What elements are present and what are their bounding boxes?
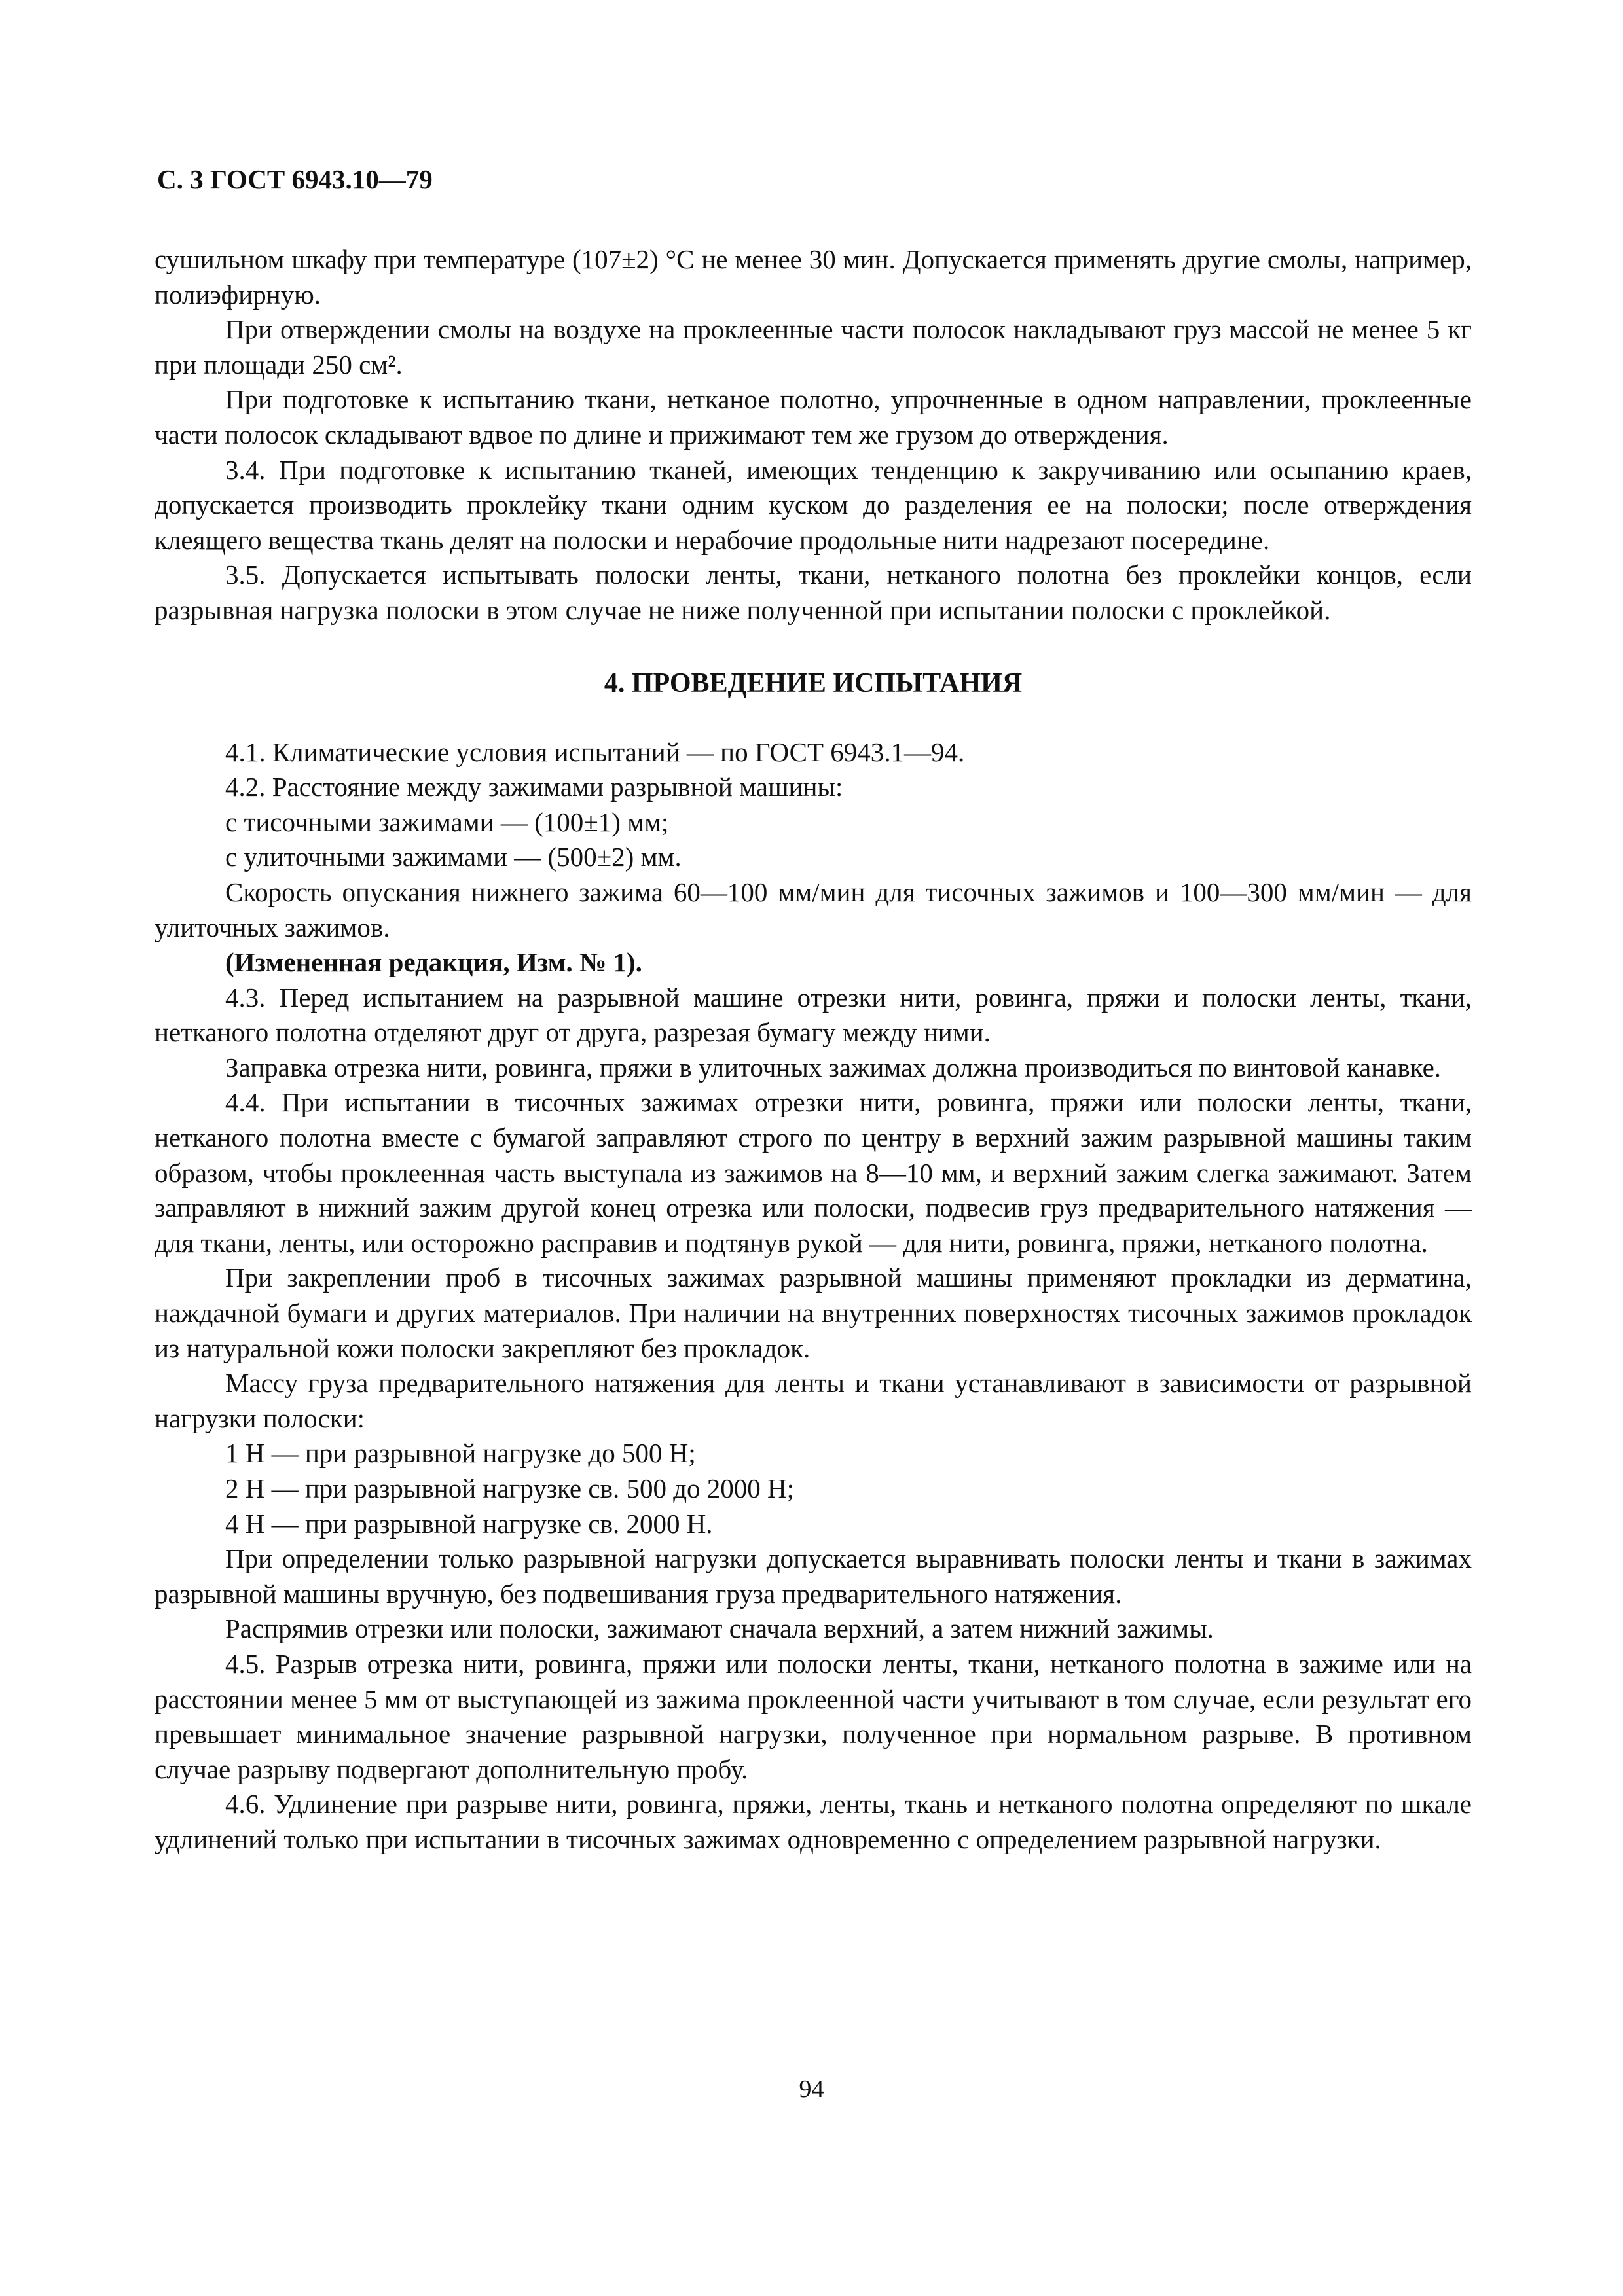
list-item: с тисочными зажимами — (100±1) мм; bbox=[225, 806, 669, 837]
list-item: 2 Н — при разрывной нагрузке св. 500 до 2000 Н; bbox=[225, 1473, 795, 1503]
paragraph-clause-4-3: 4.3. Перед испытанием на разрывной машине отрезки нити, ровинга, пряжи и полоски ленты, ткани, нетканого полотна отделяют друг от друга, разрезая бумагу между ними. bbox=[155, 982, 1472, 1048]
section-heading: 4. ПРОВЕДЕНИЕ ИСПЫТАНИЯ bbox=[604, 668, 1023, 698]
paragraph-clause-4-6: 4.6. Удлинение при разрыве нити, ровинга, пряжи, ленты, ткань и нетканого полотна определяют по шкале удлинений только при испытании в тисочных зажимах одновременно с определением разрывной нагрузки. bbox=[155, 1789, 1472, 1854]
paragraph-clause-4-2: 4.2. Расстояние между зажимами разрывной машины: bbox=[225, 772, 843, 802]
paragraph-clause-4-4: 4.4. При испытании в тисочных зажимах отрезки нити, ровинга, пряжи или полоски ленты, ткани, нетканого полотна вместе с бумагой заправляют строго по центру в верхний зажим разрывной машины таким образом, чтобы проклеенная часть выступала из зажимов на 8—10 мм, и верхний зажим слегка зажимают. Затем заправляют в нижний зажим другой конец отрезка или полоски, подвесив груз предварительного натяжения — для ткани, ленты, или осторожно расправив и подтянув рукой — для нити, ровинга, пряжи, нетканого полотна. bbox=[155, 1087, 1472, 1258]
paragraph: При закреплении проб в тисочных зажимах разрывной машины применяют прокладки из дерматина, наждачной бумаги и других материалов. При наличии на внутренних поверхностях тисочных зажимов прокладок из натуральной кожи полоски закрепляют без прокладок. bbox=[155, 1263, 1472, 1363]
paragraph-clause-4-1: 4.1. Климатические условия испытаний — по ГОСТ 6943.1—94. bbox=[225, 736, 965, 767]
page-number: 94 bbox=[799, 2075, 824, 2103]
paragraph-clause-3-4: 3.4. При подготовке к испытанию тканей, имеющих тенденцию к закручиванию или осыпанию краев, допускается производить проклейку ткани одним куском до разделения ее на полоски; после отверждения клеящего вещества ткань делят на полоски и нерабочие продольные нити надрезают посередине. bbox=[155, 454, 1472, 555]
paragraph: При подготовке к испытанию ткани, нетканое полотно, упрочненные в одном направлении, проклеенные части полосок складывают вдвое по длине и прижимают тем же грузом до отверждения. bbox=[155, 384, 1472, 450]
paragraph-clause-4-5: 4.5. Разрыв отрезка нити, ровинга, пряжи или полоски ленты, ткани, нетканого полотна в зажиме или на расстоянии менее 5 мм от выступающей из зажима проклеенной части учитывают в том случае, если результат его превышает минимальное значение разрывной нагрузки, полученное при нормальном разрыве. В противном случае разрыву подвергают дополнительную пробу. bbox=[155, 1648, 1472, 1784]
paragraph-clause-3-5: 3.5. Допускается испытывать полоски ленты, ткани, нетканого полотна без проклейки концов, если разрывная нагрузка полоски в этом случае не ниже полученной при испытании полоски с проклейкой. bbox=[155, 560, 1472, 625]
list-item: с улиточными зажимами — (500±2) мм. bbox=[225, 842, 682, 872]
running-head: С. 3 ГОСТ 6943.10—79 bbox=[157, 164, 433, 194]
paragraph: При отверждении смолы на воздухе на проклеенные части полосок накладывают груз массой не менее 5 кг при площади 250 см². bbox=[155, 314, 1472, 380]
paragraph: Распрямив отрезки или полоски, зажимают сначала верхний, а затем нижний зажимы. bbox=[225, 1613, 1214, 1644]
paragraph: Скорость опускания нижнего зажима 60—100 мм/мин для тисочных зажимов и 100—300 мм/мин — для улиточных зажимов. bbox=[155, 876, 1472, 942]
amendment-note: (Измененная редакция, Изм. № 1). bbox=[225, 947, 642, 978]
paragraph: Массу груза предварительного натяжения для ленты и ткани устанавливают в зависимости от разрывной нагрузки полоски: bbox=[155, 1368, 1472, 1433]
list-item: 1 Н — при разрывной нагрузке до 500 Н; bbox=[225, 1438, 696, 1469]
list-item: 4 Н — при разрывной нагрузке св. 2000 Н. bbox=[225, 1508, 713, 1539]
paragraph: Заправка отрезка нити, ровинга, пряжи в улиточных зажимах должна производиться по винтовой канавке. bbox=[225, 1052, 1442, 1083]
paragraph: При определении только разрывной нагрузки допускается выравнивать полоски ленты и ткани в зажимах разрывной машины вручную, без подвешивания груза предварительного натяжения. bbox=[155, 1543, 1472, 1609]
body-text bbox=[155, 242, 1472, 1857]
paragraph: сушильном шкафу при температуре (107±2) °С не менее 30 мин. Допускается применять другие смолы, например, полиэфирную. bbox=[155, 244, 1472, 310]
